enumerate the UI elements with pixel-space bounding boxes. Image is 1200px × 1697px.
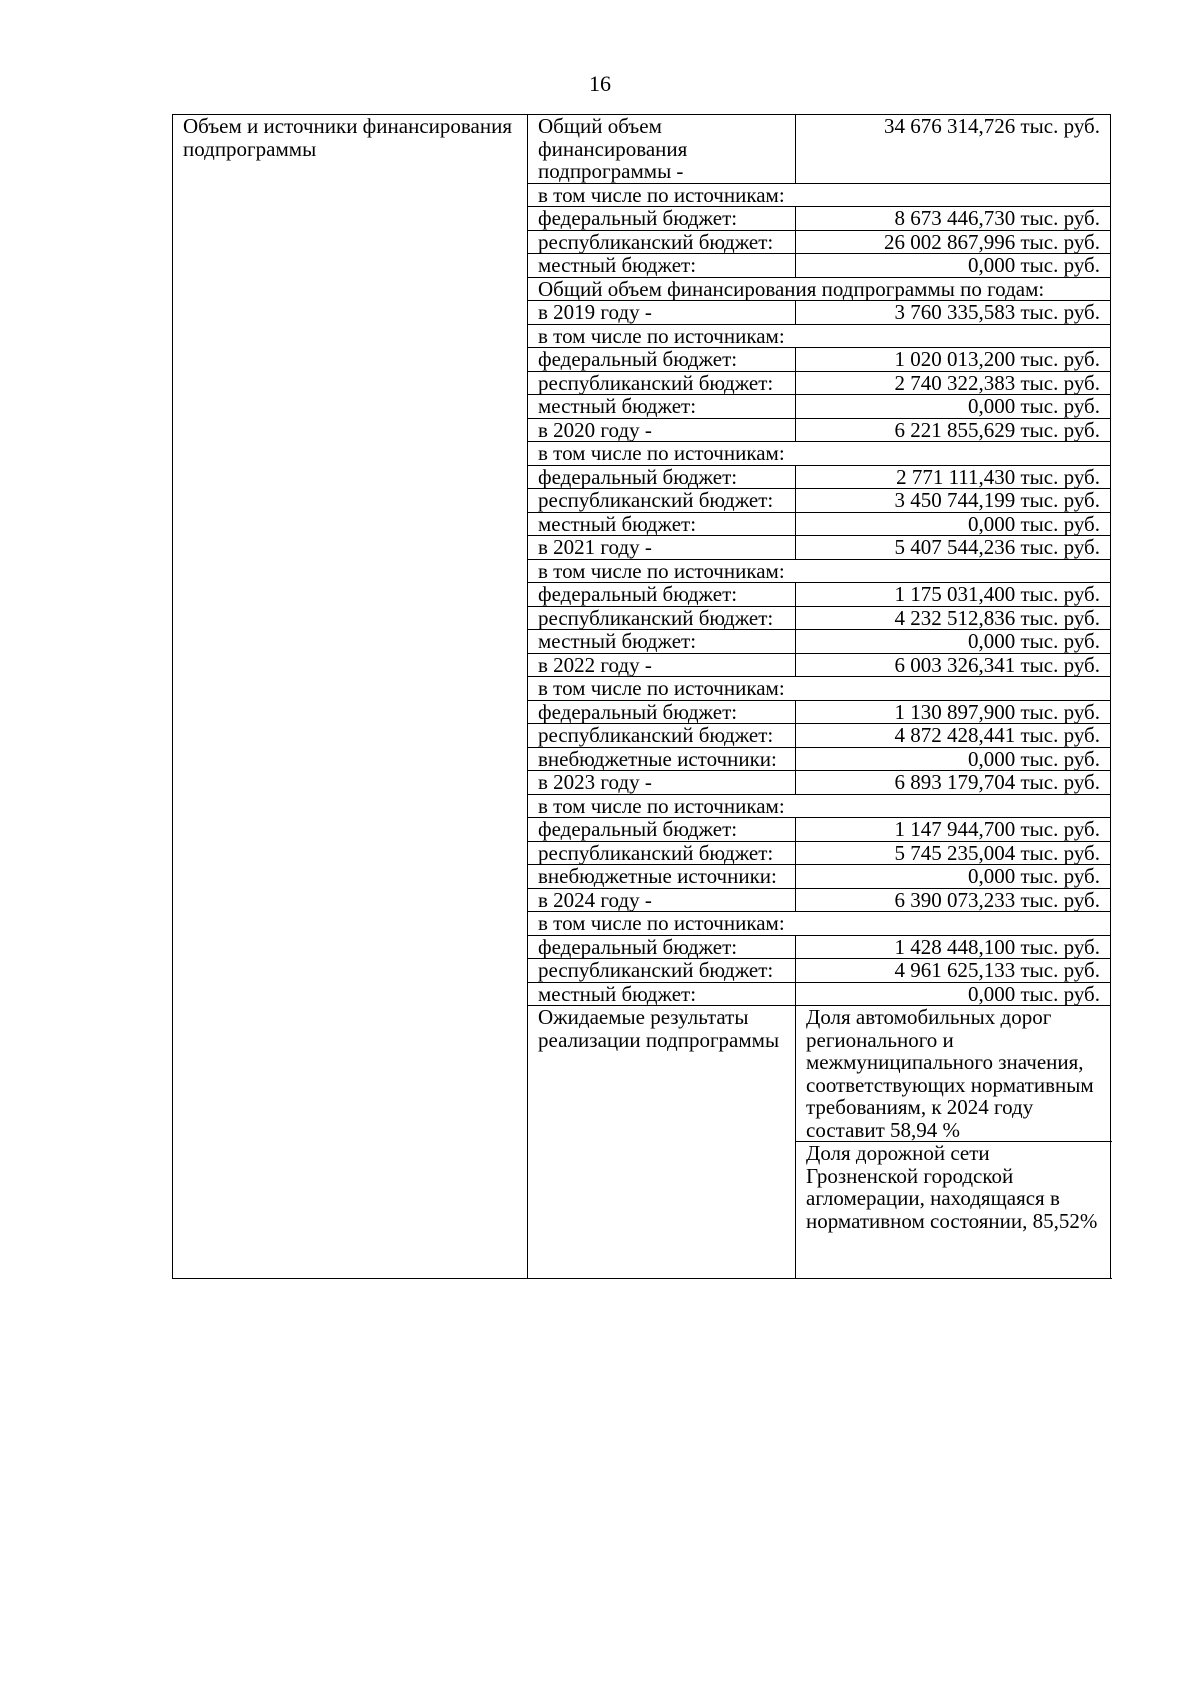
source-value: 2 771 111,430 тыс. руб. <box>796 465 1111 489</box>
year-label: в 2024 году - <box>528 888 796 912</box>
results-section-label: Ожидаемые результаты реализации подпрограммы <box>528 1006 796 1279</box>
source-label: федеральный бюджет: <box>528 583 796 607</box>
financing-section-label: Объем и источники финансирования подпрограммы <box>173 115 528 1279</box>
source-label: местный бюджет: <box>528 630 796 654</box>
sources-label: в том числе по источникам: <box>528 183 1111 207</box>
source-value: 2 740 322,383 тыс. руб. <box>796 371 1111 395</box>
year-value: 6 893 179,704 тыс. руб. <box>796 771 1111 795</box>
source-label: местный бюджет: <box>528 395 796 419</box>
by-year-label: Общий объем финансирования подпрограммы по годам: <box>528 277 1111 301</box>
year-sources-label: в том числе по источникам: <box>528 794 1111 818</box>
source-label: республиканский бюджет: <box>528 841 796 865</box>
year-label: в 2022 году - <box>528 653 796 677</box>
year-sources-label: в том числе по источникам: <box>528 324 1111 348</box>
year-label: в 2020 году - <box>528 418 796 442</box>
source-value: 26 002 867,996 тыс. руб. <box>796 230 1111 254</box>
source-label: республиканский бюджет: <box>528 489 796 513</box>
source-label: внебюджетные источники: <box>528 747 796 771</box>
source-label: местный бюджет: <box>528 254 796 278</box>
year-sources-label: в том числе по источникам: <box>528 559 1111 583</box>
year-sources-label: в том числе по источникам: <box>528 677 1111 701</box>
source-value: 4 872 428,441 тыс. руб. <box>796 724 1111 748</box>
source-value: 3 450 744,199 тыс. руб. <box>796 489 1111 513</box>
source-label: федеральный бюджет: <box>528 465 796 489</box>
source-label: местный бюджет: <box>528 982 796 1006</box>
source-label: республиканский бюджет: <box>528 371 796 395</box>
source-value: 1 428 448,100 тыс. руб. <box>796 935 1111 959</box>
source-value: 0,000 тыс. руб. <box>796 630 1111 654</box>
year-label: в 2023 году - <box>528 771 796 795</box>
page-number: 16 <box>589 71 611 96</box>
source-label: республиканский бюджет: <box>528 230 796 254</box>
source-label: внебюджетные источники: <box>528 865 796 889</box>
result-item: Доля дорожной сети Грозненской городской агломерации, находящаяся в нормативном состоянии, 85,52% <box>796 1142 1111 1279</box>
source-label: федеральный бюджет: <box>528 348 796 372</box>
source-label: республиканский бюджет: <box>528 724 796 748</box>
year-label: в 2021 году - <box>528 536 796 560</box>
year-value: 6 390 073,233 тыс. руб. <box>796 888 1111 912</box>
source-value: 0,000 тыс. руб. <box>796 747 1111 771</box>
source-label: республиканский бюджет: <box>528 959 796 983</box>
source-value: 4 961 625,133 тыс. руб. <box>796 959 1111 983</box>
year-sources-label: в том числе по источникам: <box>528 442 1111 466</box>
source-value: 0,000 тыс. руб. <box>796 254 1111 278</box>
year-sources-label: в том числе по источникам: <box>528 912 1111 936</box>
year-value: 3 760 335,583 тыс. руб. <box>796 301 1111 325</box>
year-value: 6 221 855,629 тыс. руб. <box>796 418 1111 442</box>
source-label: федеральный бюджет: <box>528 935 796 959</box>
year-label: в 2019 году - <box>528 301 796 325</box>
source-value: 1 175 031,400 тыс. руб. <box>796 583 1111 607</box>
year-value: 5 407 544,236 тыс. руб. <box>796 536 1111 560</box>
source-value: 1 130 897,900 тыс. руб. <box>796 700 1111 724</box>
financing-table <box>172 114 1111 1279</box>
table-row <box>173 115 1111 184</box>
year-value: 6 003 326,341 тыс. руб. <box>796 653 1111 677</box>
source-value: 1 020 013,200 тыс. руб. <box>796 348 1111 372</box>
source-label: федеральный бюджет: <box>528 818 796 842</box>
source-value: 4 232 512,836 тыс. руб. <box>796 606 1111 630</box>
source-value: 5 745 235,004 тыс. руб. <box>796 841 1111 865</box>
source-value: 0,000 тыс. руб. <box>796 865 1111 889</box>
source-label: федеральный бюджет: <box>528 700 796 724</box>
source-value: 8 673 446,730 тыс. руб. <box>796 207 1111 231</box>
source-value: 0,000 тыс. руб. <box>796 982 1111 1006</box>
source-value: 0,000 тыс. руб. <box>796 395 1111 419</box>
source-value: 0,000 тыс. руб. <box>796 512 1111 536</box>
source-label: федеральный бюджет: <box>528 207 796 231</box>
total-financing-label: Общий объем финансирования подпрограммы - <box>528 115 796 184</box>
source-label: местный бюджет: <box>528 512 796 536</box>
result-item: Доля автомобильных дорог регионального и межмуниципального значения, соответствующих нормативным требованиям, к 2024 году составит 58,94 % <box>796 1006 1111 1142</box>
source-value: 1 147 944,700 тыс. руб. <box>796 818 1111 842</box>
source-label: республиканский бюджет: <box>528 606 796 630</box>
total-financing-value: 34 676 314,726 тыс. руб. <box>796 115 1111 184</box>
